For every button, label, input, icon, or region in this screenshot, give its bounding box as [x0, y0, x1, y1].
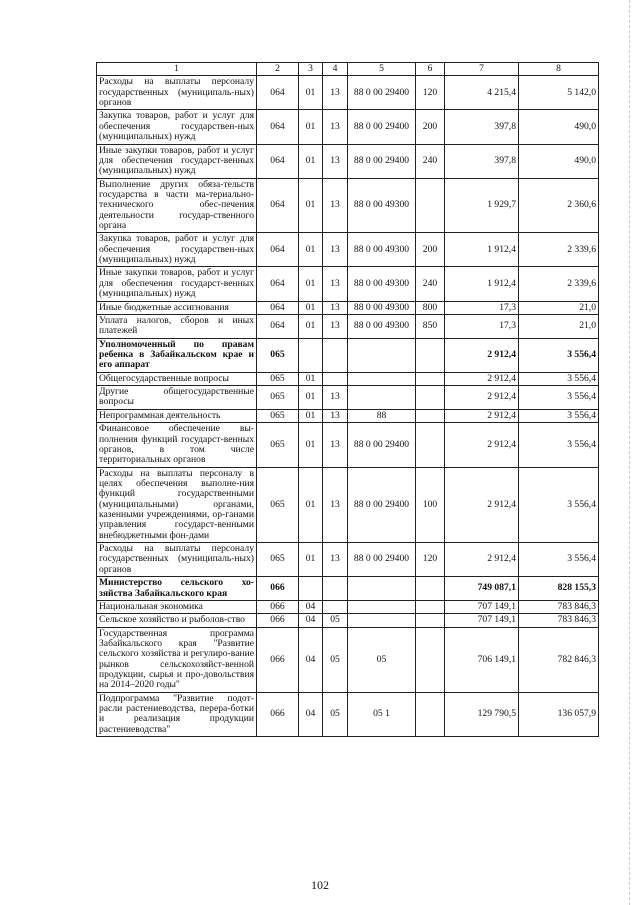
amount-year2-cell: 5 142,0 — [519, 76, 599, 110]
expense-type-cell — [416, 577, 445, 601]
table-row — [97, 423, 599, 467]
amount-year2-cell: 21,0 — [519, 301, 599, 314]
amount-year1-cell: 2 912,4 — [445, 543, 519, 577]
admin-code-cell: 064 — [257, 110, 299, 144]
admin-code-cell: 066 — [257, 577, 299, 601]
section-cell: 04 — [299, 600, 323, 613]
target-article-cell — [348, 577, 416, 601]
target-article-cell: 88 0 00 29400 — [348, 144, 416, 178]
section-cell: 01 — [299, 423, 323, 467]
section-cell: 01 — [299, 267, 323, 301]
section-cell: 01 — [299, 233, 323, 267]
target-article-cell: 88 0 00 29400 — [348, 467, 416, 543]
section-cell: 04 — [299, 614, 323, 627]
row-name-cell: Расходы на выплаты персоналу в целях обеспечения выполне-ния функций государственными (муниципальными) органами, казенными учреждениями, ор-ганами управления государст-венными внебюджетными фон-дами — [97, 467, 257, 543]
header-cell: 4 — [323, 63, 348, 76]
target-article-cell — [348, 600, 416, 613]
subsection-cell: 05 — [323, 692, 348, 736]
table-row — [97, 178, 599, 233]
admin-code-cell: 064 — [257, 144, 299, 178]
admin-code-cell: 064 — [257, 267, 299, 301]
admin-code-cell: 065 — [257, 543, 299, 577]
row-name-cell: Другие общегосударственные вопросы — [97, 386, 257, 410]
expense-type-cell — [416, 627, 445, 692]
section-cell: 01 — [299, 76, 323, 110]
table-row — [97, 692, 599, 736]
target-article-cell — [348, 614, 416, 627]
expense-type-cell: 200 — [416, 110, 445, 144]
expense-type-cell — [416, 338, 445, 372]
target-article-cell — [348, 338, 416, 372]
table-row — [97, 267, 599, 301]
row-name-cell: Расходы на выплаты персоналу государственных (муниципаль-ных) органов — [97, 76, 257, 110]
section-cell: 01 — [299, 178, 323, 233]
table-row — [97, 577, 599, 601]
amount-year1-cell: 17,3 — [445, 301, 519, 314]
page-edge-line — [629, 0, 630, 905]
admin-code-cell: 066 — [257, 627, 299, 692]
budget-table — [96, 62, 599, 737]
amount-year1-cell: 2 912,4 — [445, 409, 519, 422]
table-row — [97, 627, 599, 692]
amount-year2-cell: 782 846,3 — [519, 627, 599, 692]
amount-year1-cell: 2 912,4 — [445, 467, 519, 543]
admin-code-cell: 065 — [257, 423, 299, 467]
amount-year2-cell: 136 057,9 — [519, 692, 599, 736]
header-cell: 3 — [299, 63, 323, 76]
subsection-cell: 05 — [323, 614, 348, 627]
section-cell — [299, 338, 323, 372]
admin-code-cell: 065 — [257, 338, 299, 372]
subsection-cell: 13 — [323, 423, 348, 467]
amount-year1-cell: 2 912,4 — [445, 386, 519, 410]
row-name-cell: Уполномоченный по правам ребенка в Забайкальском крае и его аппарат — [97, 338, 257, 372]
subsection-cell: 13 — [323, 386, 348, 410]
row-name-cell: Общегосударственные вопросы — [97, 372, 257, 385]
amount-year1-cell: 397,8 — [445, 144, 519, 178]
table-row — [97, 301, 599, 314]
expense-type-cell — [416, 423, 445, 467]
row-name-cell: Сельское хозяйство и рыболов-ство — [97, 614, 257, 627]
amount-year1-cell: 4 215,4 — [445, 76, 519, 110]
amount-year2-cell: 3 556,4 — [519, 423, 599, 467]
row-name-cell: Уплата налогов, сборов и иных платежей — [97, 314, 257, 338]
expense-type-cell: 800 — [416, 301, 445, 314]
amount-year1-cell: 129 790,5 — [445, 692, 519, 736]
admin-code-cell: 064 — [257, 233, 299, 267]
row-name-cell: Государственная программа Забайкальского края "Развитие сельского хозяйства и регулиро-вание рынков сельскохозяйст-венной продукции, сырья и про-довольствия на 2014–2020 годы" — [97, 627, 257, 692]
target-article-cell: 88 0 00 49300 — [348, 314, 416, 338]
amount-year1-cell: 17,3 — [445, 314, 519, 338]
section-cell — [299, 577, 323, 601]
amount-year2-cell: 3 556,4 — [519, 386, 599, 410]
page-number: 102 — [311, 878, 329, 892]
header-cell: 7 — [445, 63, 519, 76]
subsection-cell: 13 — [323, 409, 348, 422]
amount-year2-cell: 3 556,4 — [519, 372, 599, 385]
section-cell: 01 — [299, 372, 323, 385]
expense-type-cell — [416, 600, 445, 613]
expense-type-cell: 240 — [416, 267, 445, 301]
amount-year2-cell: 2 360,6 — [519, 178, 599, 233]
header-cell: 6 — [416, 63, 445, 76]
header-cell: 5 — [348, 63, 416, 76]
subsection-cell: 13 — [323, 543, 348, 577]
expense-type-cell: 120 — [416, 76, 445, 110]
row-name-cell: Иные бюджетные ассигнования — [97, 301, 257, 314]
subsection-cell: 13 — [323, 76, 348, 110]
admin-code-cell: 065 — [257, 372, 299, 385]
target-article-cell: 88 0 00 49300 — [348, 233, 416, 267]
amount-year1-cell: 707 149,1 — [445, 600, 519, 613]
target-article-cell: 05 1 — [348, 692, 416, 736]
row-name-cell: Расходы на выплаты персоналу государственных (муниципаль-ных) органов — [97, 543, 257, 577]
target-article-cell: 88 0 00 29400 — [348, 423, 416, 467]
row-name-cell: Иные закупки товаров, работ и услуг для обеспечения государст-венных (муниципальных) нужд — [97, 144, 257, 178]
admin-code-cell: 064 — [257, 178, 299, 233]
subsection-cell: 13 — [323, 267, 348, 301]
amount-year2-cell: 3 556,4 — [519, 409, 599, 422]
amount-year1-cell: 706 149,1 — [445, 627, 519, 692]
target-article-cell: 88 0 00 49300 — [348, 178, 416, 233]
subsection-cell: 13 — [323, 144, 348, 178]
row-name-cell: Закупка товаров, работ и услуг для обеспечения государствен-ных (муниципальных) нужд — [97, 110, 257, 144]
section-cell: 01 — [299, 301, 323, 314]
section-cell: 04 — [299, 692, 323, 736]
admin-code-cell: 064 — [257, 314, 299, 338]
target-article-cell: 05 — [348, 627, 416, 692]
subsection-cell: 13 — [323, 233, 348, 267]
amount-year1-cell: 2 912,4 — [445, 338, 519, 372]
expense-type-cell — [416, 372, 445, 385]
amount-year1-cell: 749 087,1 — [445, 577, 519, 601]
table-row — [97, 338, 599, 372]
target-article-cell: 88 0 00 29400 — [348, 543, 416, 577]
amount-year2-cell: 3 556,4 — [519, 467, 599, 543]
table-row — [97, 110, 599, 144]
target-article-cell — [348, 372, 416, 385]
row-name-cell: Непрограммная деятельность — [97, 409, 257, 422]
subsection-cell — [323, 372, 348, 385]
section-cell: 01 — [299, 543, 323, 577]
table-row — [97, 543, 599, 577]
subsection-cell: 13 — [323, 467, 348, 543]
section-cell: 01 — [299, 409, 323, 422]
header-cell: 1 — [97, 63, 257, 76]
admin-code-cell: 064 — [257, 301, 299, 314]
expense-type-cell — [416, 386, 445, 410]
target-article-cell: 88 0 00 29400 — [348, 110, 416, 144]
expense-type-cell: 200 — [416, 233, 445, 267]
table-header-row — [97, 63, 599, 76]
subsection-cell — [323, 577, 348, 601]
amount-year2-cell: 490,0 — [519, 144, 599, 178]
amount-year1-cell: 1 929,7 — [445, 178, 519, 233]
header-cell: 2 — [257, 63, 299, 76]
admin-code-cell: 065 — [257, 409, 299, 422]
admin-code-cell: 064 — [257, 76, 299, 110]
section-cell: 01 — [299, 144, 323, 178]
expense-type-cell — [416, 409, 445, 422]
subsection-cell: 13 — [323, 314, 348, 338]
expense-type-cell — [416, 178, 445, 233]
row-name-cell: Министерство сельского хо-зяйства Забайкальского края — [97, 577, 257, 601]
subsection-cell: 13 — [323, 110, 348, 144]
table-row — [97, 372, 599, 385]
table-row — [97, 614, 599, 627]
table-row — [97, 386, 599, 410]
target-article-cell: 88 0 00 49300 — [348, 301, 416, 314]
table-row — [97, 314, 599, 338]
amount-year2-cell: 828 155,3 — [519, 577, 599, 601]
row-name-cell: Национальная экономика — [97, 600, 257, 613]
table-row — [97, 467, 599, 543]
amount-year2-cell: 783 846,3 — [519, 614, 599, 627]
expense-type-cell: 120 — [416, 543, 445, 577]
row-name-cell: Финансовое обеспечение вы-полнения функций государст-венных органов, в том числе территориальных органов — [97, 423, 257, 467]
amount-year2-cell: 3 556,4 — [519, 543, 599, 577]
table-row — [97, 600, 599, 613]
amount-year1-cell: 2 912,4 — [445, 372, 519, 385]
amount-year2-cell: 783 846,3 — [519, 600, 599, 613]
row-name-cell: Подпрограмма "Развитие подот-расли растениеводства, перера-ботки и реализация продукции растениеводства" — [97, 692, 257, 736]
section-cell: 01 — [299, 467, 323, 543]
amount-year1-cell: 707 149,1 — [445, 614, 519, 627]
admin-code-cell: 066 — [257, 600, 299, 613]
row-name-cell: Выполнение других обяза-тельств государства в части ма-териально-технического обес-печения деятельности государ-ственного органа — [97, 178, 257, 233]
expense-type-cell — [416, 614, 445, 627]
subsection-cell — [323, 600, 348, 613]
table-body — [97, 63, 599, 737]
target-article-cell — [348, 386, 416, 410]
admin-code-cell: 066 — [257, 692, 299, 736]
amount-year1-cell: 1 912,4 — [445, 267, 519, 301]
amount-year2-cell: 2 339,6 — [519, 267, 599, 301]
table-row — [97, 233, 599, 267]
table-row — [97, 144, 599, 178]
header-cell: 8 — [519, 63, 599, 76]
expense-type-cell — [416, 692, 445, 736]
amount-year2-cell: 2 339,6 — [519, 233, 599, 267]
target-article-cell: 88 — [348, 409, 416, 422]
target-article-cell: 88 0 00 49300 — [348, 267, 416, 301]
section-cell: 04 — [299, 627, 323, 692]
admin-code-cell: 066 — [257, 614, 299, 627]
subsection-cell: 13 — [323, 301, 348, 314]
section-cell: 01 — [299, 386, 323, 410]
section-cell: 01 — [299, 314, 323, 338]
expense-type-cell: 240 — [416, 144, 445, 178]
amount-year1-cell: 2 912,4 — [445, 423, 519, 467]
section-cell: 01 — [299, 110, 323, 144]
amount-year1-cell: 397,8 — [445, 110, 519, 144]
amount-year2-cell: 490,0 — [519, 110, 599, 144]
amount-year1-cell: 1 912,4 — [445, 233, 519, 267]
subsection-cell: 13 — [323, 178, 348, 233]
amount-year2-cell: 21,0 — [519, 314, 599, 338]
table-row — [97, 76, 599, 110]
admin-code-cell: 065 — [257, 386, 299, 410]
subsection-cell: 05 — [323, 627, 348, 692]
amount-year2-cell: 3 556,4 — [519, 338, 599, 372]
target-article-cell: 88 0 00 29400 — [348, 76, 416, 110]
table-row — [97, 409, 599, 422]
row-name-cell: Закупка товаров, работ и услуг для обеспечения государствен-ных (муниципальных) нужд — [97, 233, 257, 267]
expense-type-cell: 850 — [416, 314, 445, 338]
expense-type-cell: 100 — [416, 467, 445, 543]
row-name-cell: Иные закупки товаров, работ и услуг для обеспечения государст-венных (муниципальных) нужд — [97, 267, 257, 301]
subsection-cell — [323, 338, 348, 372]
admin-code-cell: 065 — [257, 467, 299, 543]
